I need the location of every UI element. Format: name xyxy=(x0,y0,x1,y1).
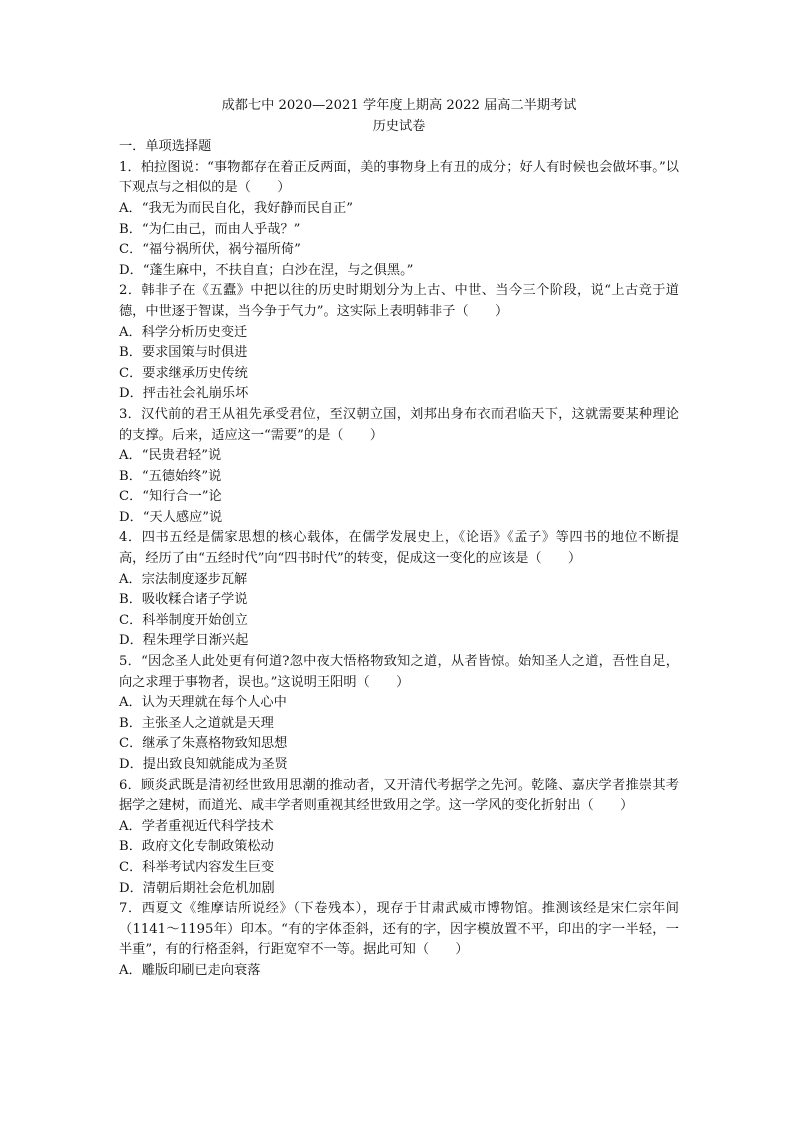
answer-option-B: B．吸收糅合诸子学说 xyxy=(119,592,248,608)
answer-option-A: A．学者重视近代科学技术 xyxy=(119,818,274,834)
answer-option-D: D．清朝后期社会危机加剧 xyxy=(119,880,275,896)
answer-option-C: C．“福兮祸所伏，祸兮福所倚” xyxy=(119,242,301,258)
question-7 xyxy=(119,899,679,981)
answer-option-A: A．认为天理就在每个人心中 xyxy=(119,695,287,711)
exam-subtitle: 历史试卷 xyxy=(372,118,426,134)
question-stem: 3．汉代前的君王从祖先承受君位，至汉朝立国，刘邦出身布衣而君临天下，这就需要某种理论的支撑。后来，适应这一“需要”的是（ ） xyxy=(119,406,679,443)
answer-option-D: D．抨击社会礼崩乐坏 xyxy=(119,386,249,402)
question-stem: 5．“因念圣人此处更有何道?忽中夜大悟格物致知之道，从者皆惊。始知圣人之道，吾性自足，向之求理于事物者，误也。”这说明王阳明（ ） xyxy=(119,654,679,690)
answer-option-C: C．“知行合一”论 xyxy=(119,489,222,505)
answer-option-B: B．“为仁由己，而由人乎哉？” xyxy=(119,221,301,237)
answer-option-A: A．“我无为而民自化，我好静而民自正” xyxy=(119,200,354,216)
answer-option-B: B．政府文化专制政策松动 xyxy=(119,839,274,855)
answer-option-D: D．程朱理学日渐兴起 xyxy=(119,633,249,649)
answer-option-B: B．主张圣人之道就是天理 xyxy=(119,715,274,731)
question-stem: 2．韩非子在《五蠹》中把以往的历史时期划分为上古、中世、当今三个阶段，说“上古竞于道德，中世逐于智谋，当今争于气力”。这实际上表明韩非子（ ） xyxy=(119,283,679,319)
question-3 xyxy=(119,405,679,529)
question-stem: 7．西夏文《维摩诘所说经》（下卷残本），现存于甘肃武威市博物馆。推测该经是宋仁宗年间（1141～1195年）印本。“有的字体歪斜，还有的字，因字模放置不平，印出的字一半轻，一半重”，有的行格歪斜，行距宽窄不一等。据此可知（ ） xyxy=(119,901,679,958)
question-1 xyxy=(119,158,679,282)
question-stem: 1．柏拉图说：“事物都存在着正反两面，美的事物身上有丑的成分；好人有时候也会做坏事。”以下观点与之相似的是（ ） xyxy=(119,159,679,196)
answer-option-A: A．科学分析历史变迁 xyxy=(119,324,248,340)
answer-option-C: C．科举考试内容发生巨变 xyxy=(119,859,275,875)
answer-option-A: A．雕版印刷已走向衰落 xyxy=(119,962,261,978)
answer-option-D: D．“天人感应”说 xyxy=(119,509,223,525)
question-4 xyxy=(119,528,679,652)
exam-content xyxy=(119,96,679,982)
question-6 xyxy=(119,776,679,900)
answer-option-A: A．宗法制度逐步瓦解 xyxy=(119,571,248,587)
question-stem: 6．顾炎武既是清初经世致用思潮的推动者，又开清代考据学之先河。乾隆、嘉庆学者推崇其考据学之建树，而道光、咸丰学者则重视其经世致用之学。这一学风的变化折射出（ ） xyxy=(119,777,679,814)
answer-option-D: D．提出致良知就能成为圣贤 xyxy=(119,757,288,772)
answer-option-B: B．要求国策与时俱进 xyxy=(119,345,248,361)
answer-option-C: C．继承了朱熹格物致知思想 xyxy=(119,736,288,752)
answer-option-B: B．“五德始终”说 xyxy=(119,468,222,484)
question-stem: 4．四书五经是儒家思想的核心载体，在儒学发展史上，《论语》《孟子》等四书的地位不断提高，经历了由“五经时代”向“四书时代”的转变，促成这一变化的应该是（ ） xyxy=(119,530,679,567)
exam-title: 成都七中 2020—2021 学年度上期高 2022 届高二半期考试 xyxy=(221,98,577,113)
question-list xyxy=(119,158,679,982)
answer-option-C: C．要求继承历史传统 xyxy=(119,365,248,381)
section-title: 一．单项选择题 xyxy=(119,139,212,155)
answer-option-D: D．“蓬生麻中，不扶自直；白沙在涅，与之俱黑。” xyxy=(119,262,414,278)
answer-option-C: C．科举制度开始创立 xyxy=(119,612,248,628)
question-5 xyxy=(119,652,679,776)
answer-option-A: A．“民贵君轻”说 xyxy=(119,448,222,464)
question-2 xyxy=(119,281,679,405)
